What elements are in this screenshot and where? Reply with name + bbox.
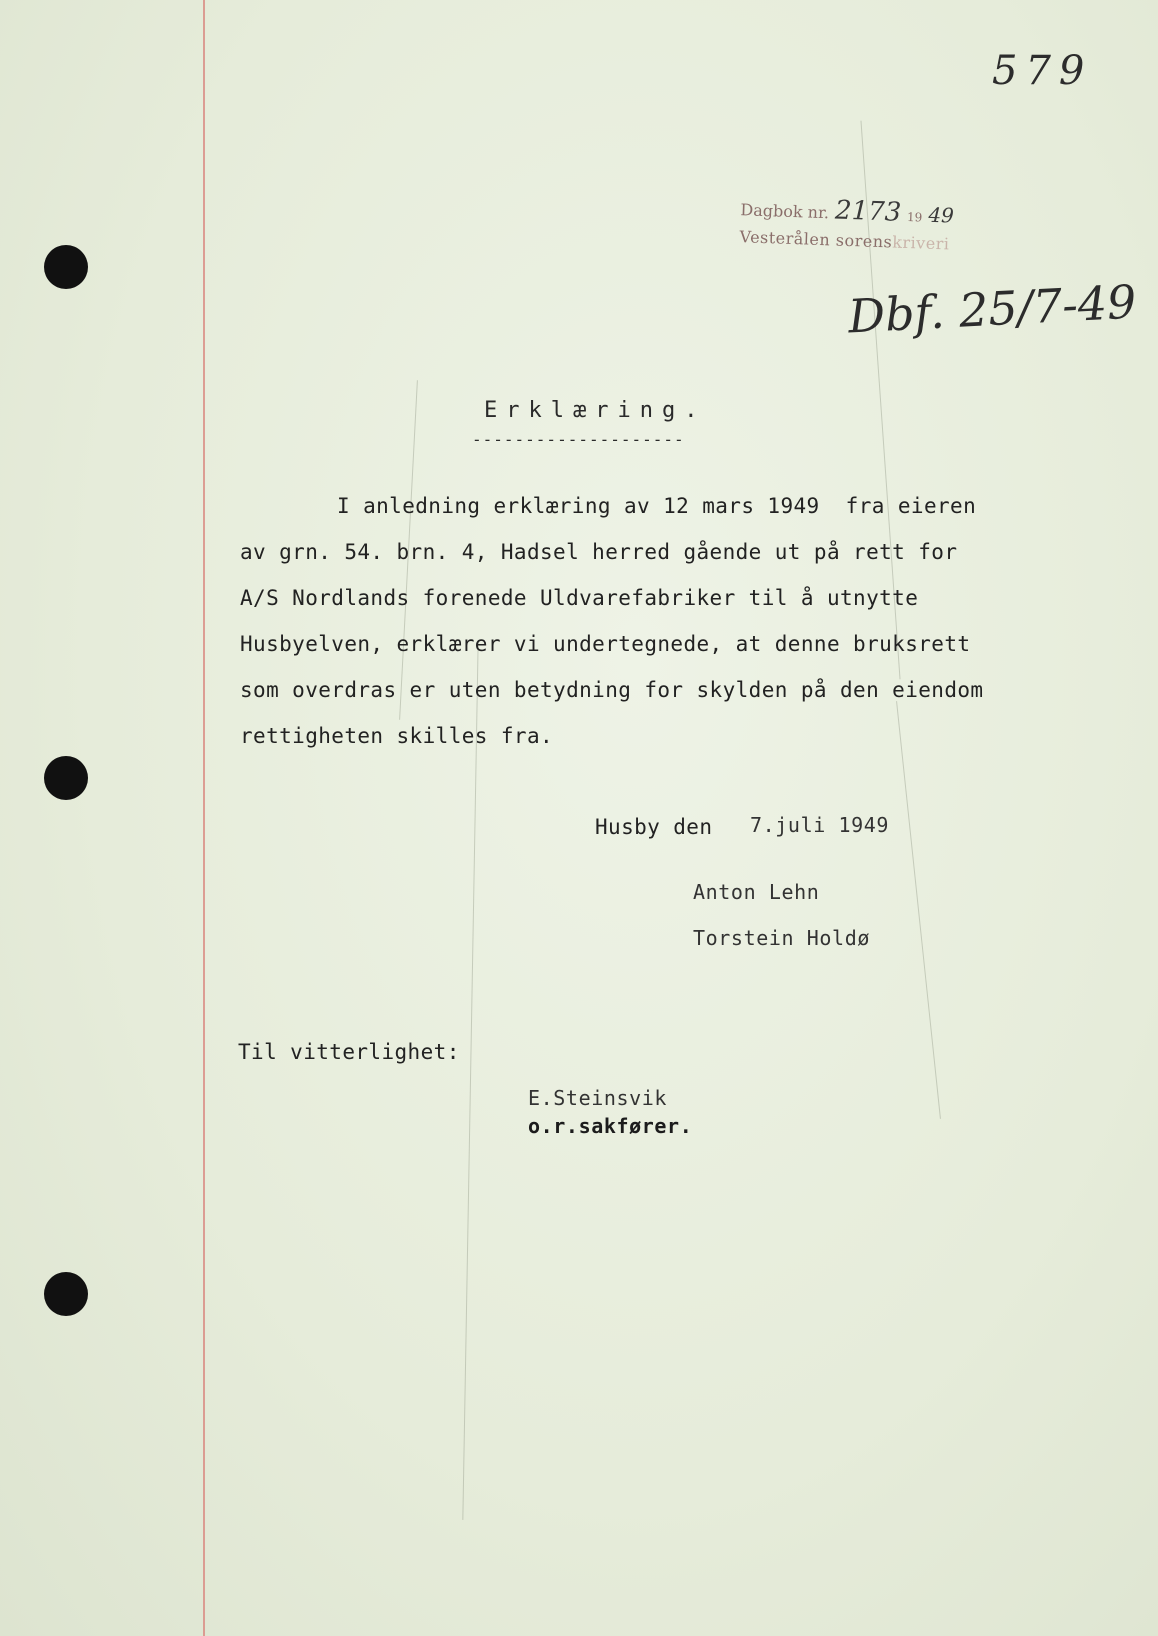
witness-title: o.r.sakfører. (528, 1114, 693, 1138)
body-line: I anledning erklæring av 12 mars 1949 fra eieren (337, 494, 977, 518)
signatory-2: Torstein Holdø (693, 926, 870, 950)
journal-number: 2173 (834, 195, 902, 228)
paper-crease (462, 640, 478, 1520)
body-line: av grn. 54. brn. 4, Hadsel herred gående ut på rett for (240, 540, 958, 564)
document-title: Erklæring. (484, 398, 707, 423)
punch-hole-top (44, 245, 88, 289)
signatory-1: Anton Lehn (693, 880, 820, 904)
punch-hole-middle (44, 756, 88, 800)
body-line: som overdras er uten betydning for skylden på den eiendom (240, 678, 984, 702)
title-underline: -------------------- (472, 430, 685, 449)
witness-name: E.Steinsvik (528, 1086, 668, 1110)
stamp-office: Vesterålen sorens (739, 227, 893, 252)
body-line: rettigheten skilles fra. (240, 724, 554, 748)
page-number: 579 (992, 48, 1093, 94)
stamp-year: 49 (928, 202, 955, 228)
handwritten-initials-date: Dbf. 25/7-49 (846, 274, 1138, 344)
signing-date: 7.juli 1949 (750, 813, 890, 837)
punch-hole-bottom (44, 1272, 88, 1316)
paper-crease (896, 701, 941, 1119)
place-label: Husby den (595, 815, 713, 839)
dagbok-stamp (739, 194, 960, 258)
red-margin-line (203, 0, 205, 1636)
body-line: Husbyelven, erklærer vi undertegnede, at denne bruksrett (240, 632, 971, 656)
witness-label: Til vitterlighet: (238, 1040, 460, 1064)
stamp-office-faded: kriveri (891, 232, 950, 254)
body-line: A/S Nordlands forenede Uldvarefabriker til å utnytte (240, 586, 919, 610)
stamp-label: Dagbok nr. (740, 200, 830, 223)
stamp-line-1: Dagbok nr. 2173 19 49 (740, 195, 955, 228)
